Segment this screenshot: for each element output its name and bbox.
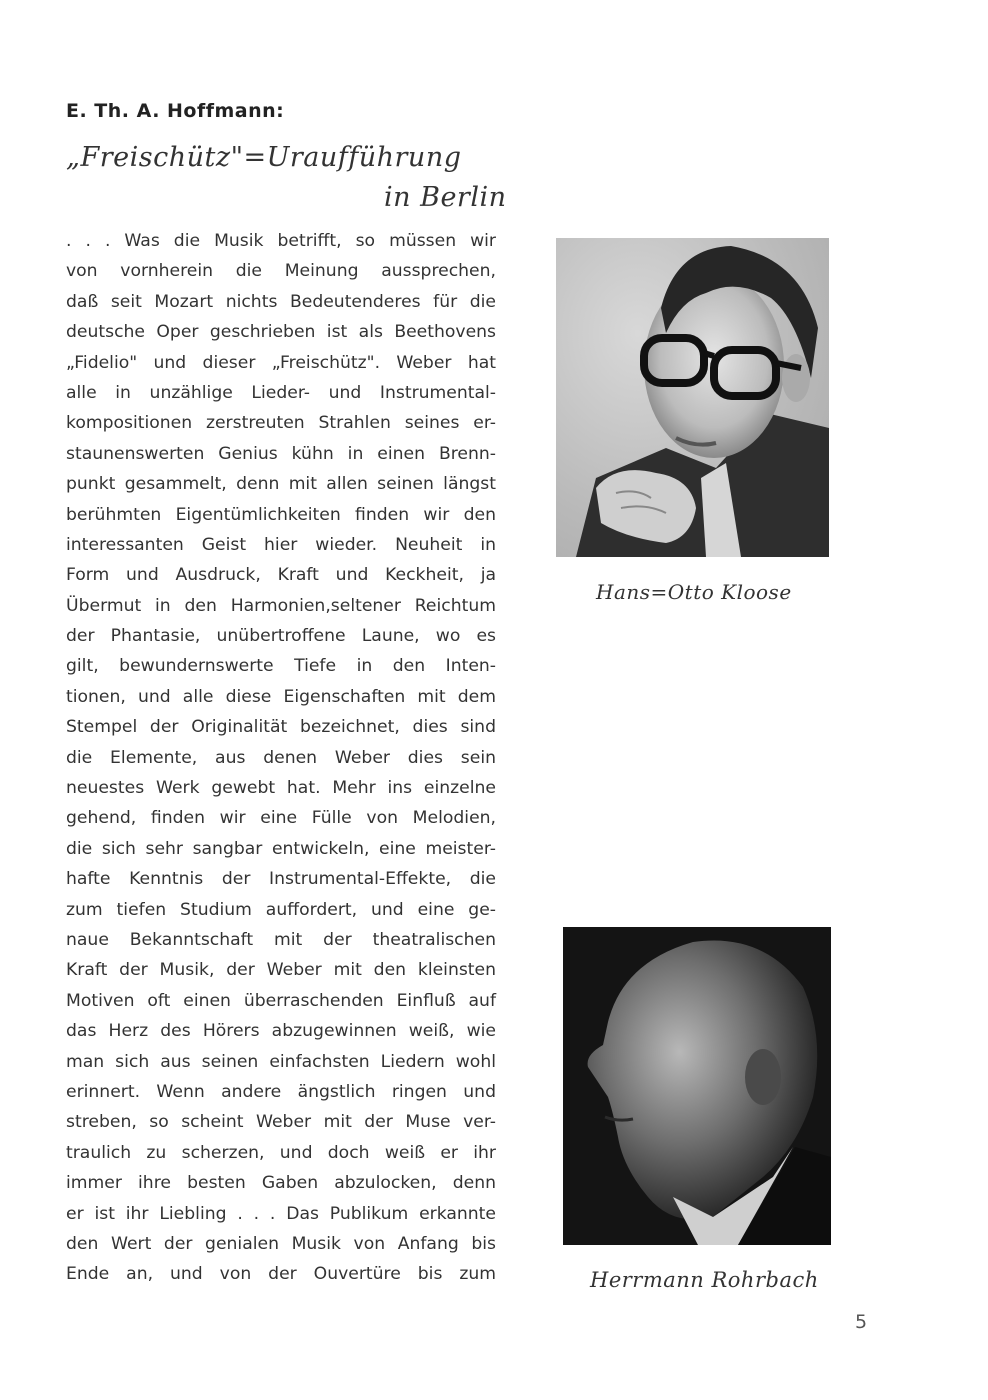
body-line: der Phantasie, unübertroffene Laune, wo es <box>66 626 496 647</box>
body-line: Form und Ausdruck, Kraft und Keckheit, ja <box>66 565 496 586</box>
body-line: neuestes Werk gewebt hat. Mehr ins einzelne <box>66 778 496 799</box>
page-number: 5 <box>855 1311 868 1333</box>
body-line: Kraft der Musik, der Weber mit den kleinsten <box>66 960 496 981</box>
body-line: zum tiefen Studium auffordert, und eine ge- <box>66 899 496 920</box>
article-title-line-2: in Berlin <box>384 182 507 213</box>
body-line: naue Bekanntschaft mit der theatralischen <box>66 929 496 950</box>
portrait-image <box>563 927 831 1245</box>
article-title-line-1: „Freischütz"=Uraufführung <box>66 142 462 173</box>
body-line: berühmten Eigentümlichkeiten finden wir den <box>66 504 496 525</box>
article-author: E. Th. A. Hoffmann: <box>66 100 285 122</box>
body-line: Stempel der Originalität bezeichnet, dies sind <box>66 717 496 738</box>
body-line: gehend, finden wir eine Fülle von Melodien, <box>66 808 496 829</box>
portrait-image <box>556 238 829 557</box>
body-line: die Elemente, aus denen Weber dies sein <box>66 747 496 768</box>
body-line: er ist ihr Liebling . . . Das Publikum erkannte <box>66 1203 496 1224</box>
body-line: Ende an, und von der Ouvertüre bis zum <box>66 1264 496 1285</box>
body-line: streben, so scheint Weber mit der Muse ver- <box>66 1112 496 1133</box>
body-line: . . . Was die Musik betrifft, so müssen wir <box>66 231 496 251</box>
body-line: immer ihre besten Gaben abzulocken, denn <box>66 1173 496 1194</box>
body-line: staunenswerten Genius kühn in einen Brenn- <box>66 443 496 464</box>
photo-caption: Herrmann Rohrbach <box>590 1268 819 1292</box>
article-body <box>66 226 496 1290</box>
body-line: von vornherein die Meinung aussprechen, <box>66 261 496 282</box>
portrait-photo-rohrbach <box>563 927 831 1245</box>
body-line: man sich aus seinen einfachsten Liedern wohl <box>66 1051 496 1072</box>
body-line: punkt gesammelt, denn mit allen seinen längst <box>66 474 496 495</box>
body-line: tionen, und alle diese Eigenschaften mit dem <box>66 686 496 707</box>
photo-caption: Hans=Otto Kloose <box>596 580 792 604</box>
body-line: erinnert. Wenn andere ängstlich ringen und <box>66 1081 496 1102</box>
body-line: traulich zu scherzen, und doch weiß er ihr <box>66 1142 496 1163</box>
body-line: deutsche Oper geschrieben ist als Beethovens <box>66 322 496 343</box>
body-line: alle in unzählige Lieder- und Instrumental- <box>66 382 496 403</box>
body-line: daß seit Mozart nichts Bedeutenderes für die <box>66 291 496 312</box>
portrait-photo-kloose <box>556 238 829 557</box>
body-line: gilt, bewundernswerte Tiefe in den Inten- <box>66 656 496 677</box>
body-line: Übermut in den Harmonien,seltener Reichtum <box>66 595 496 616</box>
body-line: die sich sehr sangbar entwickeln, eine meister- <box>66 838 496 859</box>
body-line: das Herz des Hörers abzugewinnen weiß, wie <box>66 1021 496 1042</box>
body-line: kompositionen zerstreuten Strahlen seines er- <box>66 413 496 434</box>
body-line: „Fidelio" und dieser „Freischütz". Weber hat <box>66 352 496 373</box>
body-line: den Wert der genialen Musik von Anfang bis <box>66 1233 496 1254</box>
body-line: interessanten Geist hier wieder. Neuheit in <box>66 534 496 555</box>
body-line: hafte Kenntnis der Instrumental-Effekte, die <box>66 869 496 890</box>
body-line: Motiven oft einen überraschenden Einfluß auf <box>66 990 496 1011</box>
